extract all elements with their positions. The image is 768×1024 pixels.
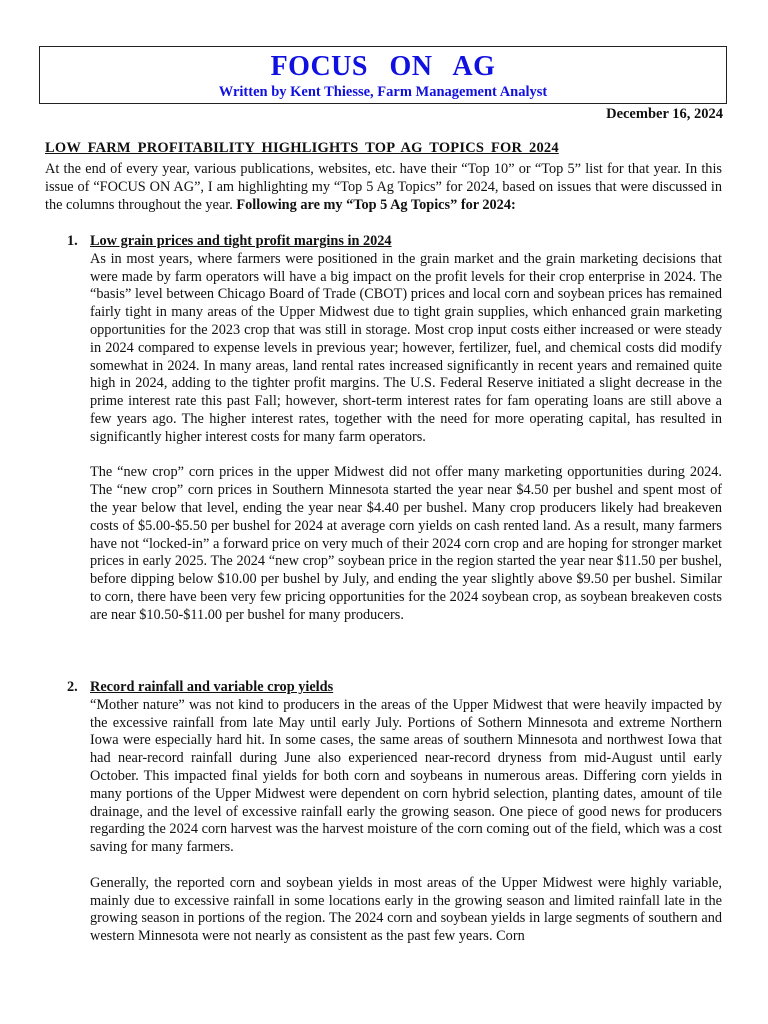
- topic-paragraph: “Mother nature” was not kind to producers in the areas of the Upper Midwest that were heavily impacted by the excessive rainfall from late May until early July. Portions of Sothern Minnesota and extreme Northern Iowa were especially hard hit. In some cases, the same areas of southern Minnesota and northwest Iowa that had near-record rainfall during June also experienced near-record dryness from mid-August until early October. This impacted final yields for both corn and soybeans in numerous areas. Differing corn yields in many portions of the Upper Midwest were dependent on corn hybrid selection, planting dates, amount of tile drainage, and the level of excessive rainfall early the growing season. One piece of good news for producers regarding the 2024 corn harvest was the harvest moisture of the corn coming out of the field, which was a cost saving for many farmers.: [90, 696, 722, 856]
- topic-number: 2.: [67, 679, 78, 695]
- topic-heading: Record rainfall and variable crop yields: [90, 679, 334, 695]
- intro-paragraph: [45, 160, 722, 214]
- masthead-box: [39, 46, 727, 104]
- topic-paragraph: Generally, the reported corn and soybean yields in most areas of the Upper Midwest were highly variable, mainly due to excessive rainfall in some locations early in the growing season and limited rainfall late in the growing season in portions of the region. The 2024 corn and soybean yields in large segments of southern and western Minnesota were not nearly as consistent as the past few years. Corn: [90, 874, 722, 945]
- newsletter-title: FOCUS ON AG: [270, 51, 496, 82]
- topic-paragraph: As in most years, where farmers were positioned in the grain market and the grain marketing decisions that were made by farm operators will have a big impact on the profit levels for their crop enterprise in 2024. The “basis” level between Chicago Board of Trade (CBOT) prices and local corn and soybean prices has remained fairly tight in many areas of the Upper Midwest due to tight grain supplies, which enhanced grain marketing opportunities for the 2023 crop that was still in storage. Most crop input costs either increased or were steady in 2024 compared to expense levels in previous year; however, fertilizer, fuel, and chemical costs did modify somewhat in 2024. In many areas, land rental rates increased significantly in recent years and remained quite high in 2024, adding to the tighter profit margins. The U.S. Federal Reserve initiated a slight decrease in the prime interest rate this past Fall; however, short-term interest rates for fam operating loans are still above a few years ago. The higher interest rates, together with the need for more operating capital, has resulted in significantly higher interest costs for many farm operators.: [90, 250, 722, 445]
- issue-date: December 16, 2024: [606, 106, 723, 122]
- topic-item-2: [45, 679, 722, 946]
- topic-paragraph: The “new crop” corn prices in the upper Midwest did not offer many marketing opportunities during 2024. The “new crop” corn prices in Southern Minnesota started the year near $4.50 per bushel and spent most of the year below that level, ending the year near $4.40 per bushel. Many crop producers likely had breakeven costs of $5.00-$5.50 per bushel for 2024 at average corn yields on cash rented land. As a result, many farmers have not “locked-in” a forward price on very much of their 2024 corn crop and are hoping for stronger market prices in early 2025. The 2024 “new crop” soybean price in the region started the year near $11.50 per bushel, before dipping below $10.00 per bushel by July, and ending the year slightly above $9.50 per bushel. Similar to corn, there have been very few pricing opportunities for the 2024 soybean crop, as soybean breakeven costs are near $10.50-$11.00 per bushel for many producers.: [90, 464, 722, 623]
- topic-number: 1.: [67, 233, 78, 249]
- intro-bold-text: Following are my “Top 5 Ag Topics” for 2024:: [236, 197, 516, 213]
- topic-heading: Low grain prices and tight profit margins in 2024: [90, 233, 392, 249]
- author-byline: Written by Kent Thiesse, Farm Management Analyst: [218, 84, 548, 100]
- article-headline: LOW FARM PROFITABILITY HIGHLIGHTS TOP AG TOPICS FOR 2024: [45, 140, 559, 156]
- intro-text: At the end of every year, various publications, websites, etc. have their “Top 10” or “Top 5” list for that year. In this issue of “FOCUS ON AG”, I am highlighting my “Top 5 Ag Topics” for 2024, based on issues that were discussed in the columns throughout the year.: [45, 161, 722, 213]
- topic-item-1: [45, 233, 722, 625]
